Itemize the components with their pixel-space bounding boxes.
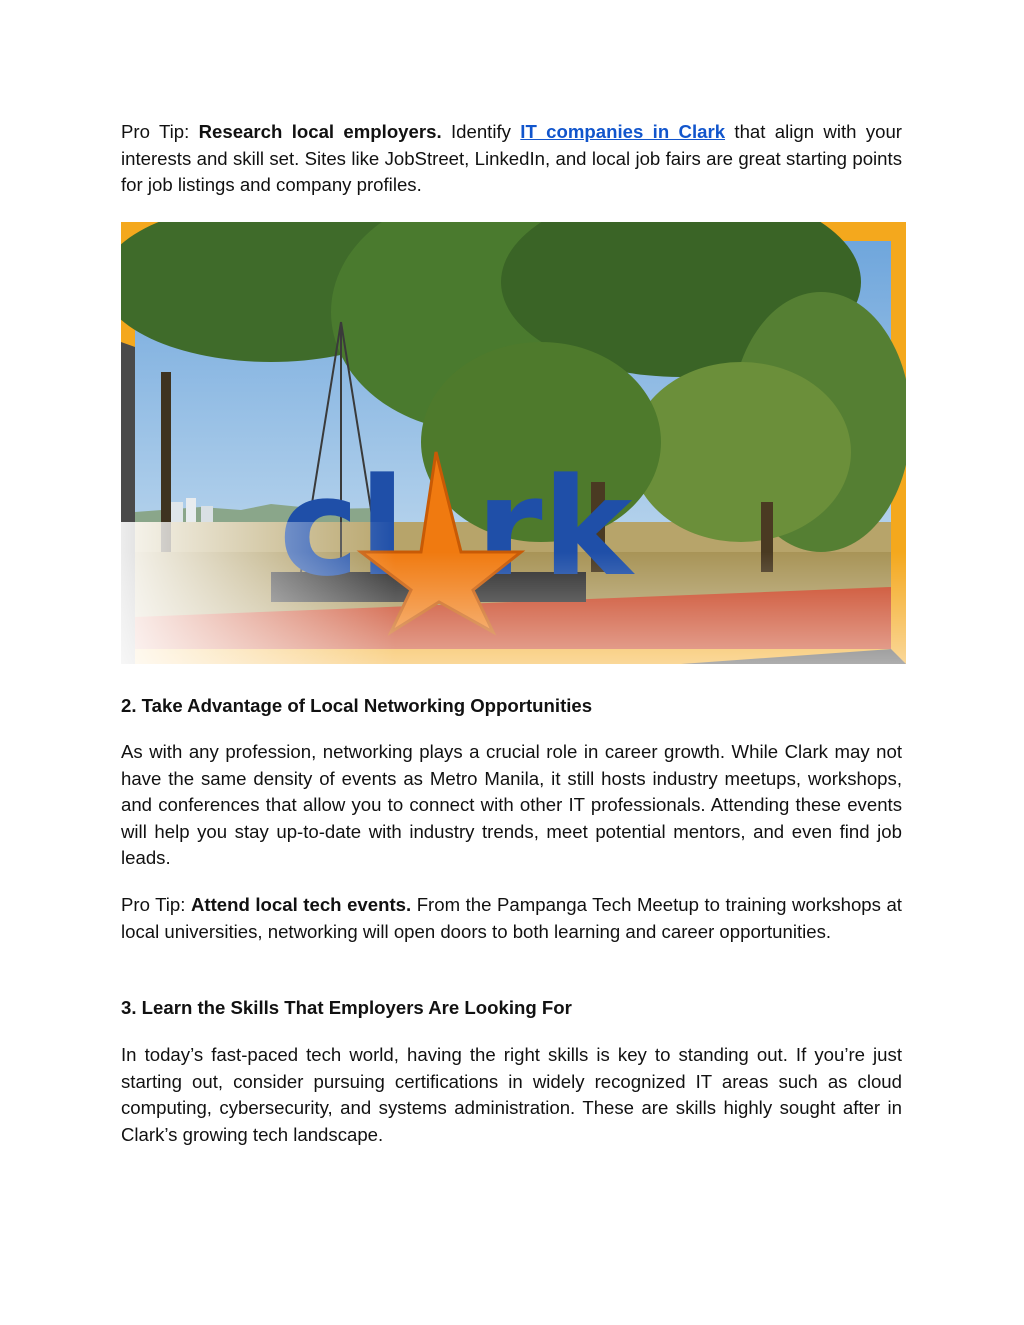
clark-sign-image (121, 222, 906, 664)
skills-paragraph: In today’s fast-paced tech world, having the right skills is key to standing out. If you’re just starting out, consider pursuing certifications in widely recognized IT areas such as cloud computing, cybersecurity, and systems administration. These are skills highly sought after in Clark’s growing tech landscape. (121, 1044, 902, 1145)
pro-tip-paragraph-1 (121, 119, 902, 199)
pro-tip-bold: Research local employers. (198, 121, 442, 142)
pro-tip-bold: Attend local tech events. (190, 894, 412, 915)
pro-tip-prefix: Pro Tip: (121, 894, 191, 915)
it-companies-link[interactable]: IT companies in Clark (520, 121, 726, 142)
pro-tip-paragraph-2 (121, 892, 902, 945)
text-span: Identify (441, 121, 521, 142)
pro-tip-prefix: Pro Tip: (121, 121, 199, 142)
text-span: that align with your interests and skill set. Sites like JobStreet, LinkedIn, and local job fairs are great starting points for job listings and company profiles. (121, 121, 902, 196)
section-heading-skills: 3. Learn the Skills That Employers Are Looking For (121, 997, 572, 1018)
clark-sign-photo (121, 222, 906, 664)
networking-paragraph: As with any profession, networking plays a crucial role in career growth. While Clark may not have the same density of events as Metro Manila, it still hosts industry meetups, workshops, and conferences that allow you to connect with other IT professionals. Attending these events will help you stay up-to-date with industry trends, meet potential mentors, and even find job leads. (121, 741, 902, 869)
text-span: From the Pampanga Tech Meetup to training workshops at local universities, networking will open doors to both learning and career opportunities. (121, 894, 902, 942)
section-heading-networking: 2. Take Advantage of Local Networking Opportunities (121, 695, 593, 716)
